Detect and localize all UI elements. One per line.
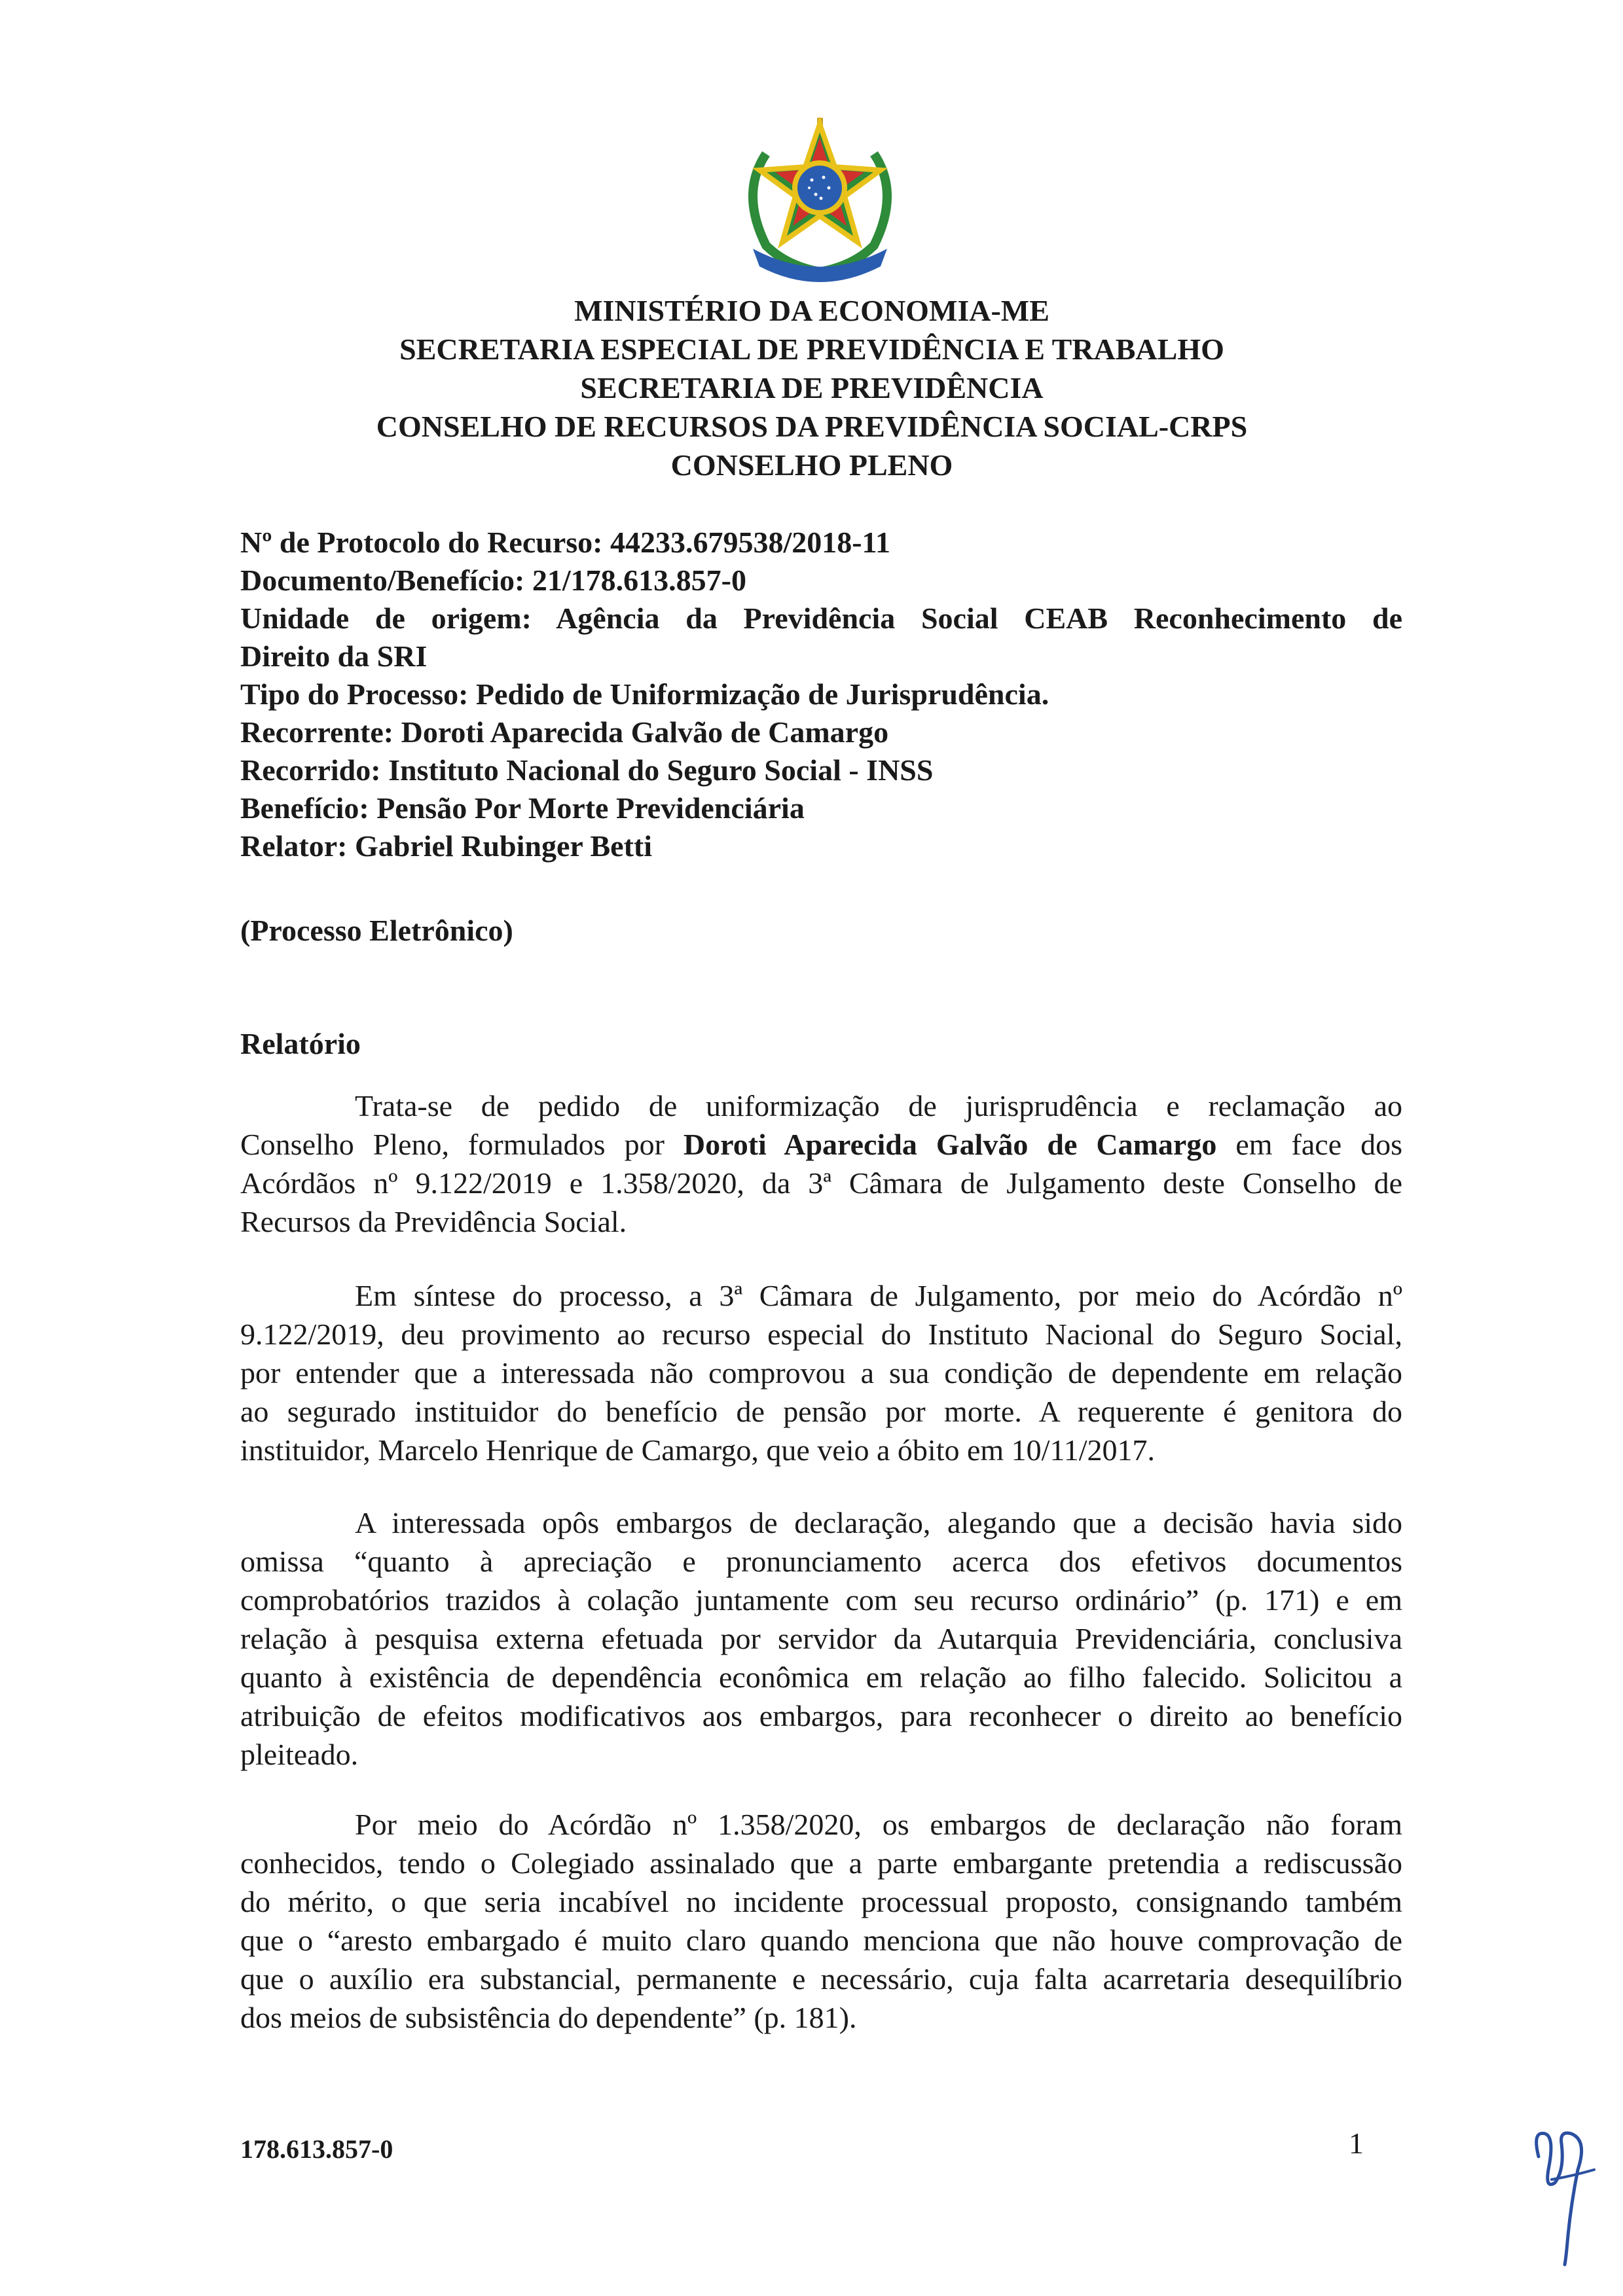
paragraph-line: que o auxílio era substancial, permanente e necessário, cuja falta acarretaria desequilíbrio bbox=[240, 1962, 1402, 1996]
origin-unit-continued: Direito da SRI bbox=[240, 639, 428, 673]
header-line: MINISTÉRIO DA ECONOMIA-ME bbox=[574, 294, 1049, 327]
header-line: CONSELHO PLENO bbox=[670, 448, 953, 482]
paragraph-3 bbox=[240, 1503, 1402, 1774]
text-span: Conselho Pleno, formulados por bbox=[240, 1128, 665, 1161]
header-line: CONSELHO DE RECURSOS DA PREVIDÊNCIA SOCIAL-CRPS bbox=[376, 410, 1248, 443]
paragraph-1 bbox=[240, 1086, 1402, 1241]
process-metadata bbox=[240, 524, 1402, 865]
paragraph-line: instituidor, Marcelo Henrique de Camargo, que veio a óbito em 10/11/2017. bbox=[240, 1433, 1156, 1467]
paragraph-line: 9.122/2019, deu provimento ao recurso especial do Instituto Nacional do Seguro Social, bbox=[240, 1318, 1402, 1351]
paragraph-4 bbox=[240, 1805, 1402, 2037]
paragraph-line: quanto à existência de dependência econômica em relação ao filho falecido. Solicitou a bbox=[240, 1660, 1402, 1694]
process-type: Tipo do Processo: Pedido de Uniformização de Jurisprudência. bbox=[240, 677, 1049, 711]
origin-unit: Unidade de origem: Agência da Previdência Social CEAB Reconhecimento de bbox=[240, 601, 1402, 635]
paragraph-line: A interessada opôs embargos de declaração, alegando que a decisão havia sido bbox=[355, 1506, 1402, 1539]
paragraph-line bbox=[240, 1125, 1402, 1164]
paragraph-line: ao segurado instituidor do benefício de pensão por morte. A requerente é genitora do bbox=[240, 1395, 1402, 1428]
appellant: Recorrente: Doroti Aparecida Galvão de Camargo bbox=[240, 715, 889, 749]
appellee: Recorrido: Instituto Nacional do Seguro Social - INSS bbox=[240, 753, 934, 787]
paragraph-line: pleiteado. bbox=[240, 1738, 359, 1771]
paragraph-line: Trata-se de pedido de uniformização de jurisprudência e reclamação ao bbox=[355, 1089, 1402, 1122]
benefit: Benefício: Pensão Por Morte Previdenciária bbox=[240, 791, 805, 825]
electronic-process-note: (Processo Eletrônico) bbox=[240, 914, 513, 947]
page-number: 1 bbox=[1349, 2126, 1364, 2160]
paragraph-line: Recursos da Previdência Social. bbox=[240, 1205, 627, 1238]
paragraph-line: que o “aresto embargado é muito claro quando menciona que não houve comprovação de bbox=[240, 1924, 1402, 1957]
rapporteur: Relator: Gabriel Rubinger Betti bbox=[240, 829, 652, 863]
header-line: SECRETARIA ESPECIAL DE PREVIDÊNCIA E TRABALHO bbox=[399, 332, 1224, 366]
paragraph-line: Acórdãos nº 9.122/2019 e 1.358/2020, da 3ª Câmara de Julgamento deste Conselho de bbox=[240, 1166, 1402, 1200]
header-line: SECRETARIA DE PREVIDÊNCIA bbox=[580, 371, 1044, 404]
document-benefit: Documento/Benefício: 21/178.613.857-0 bbox=[240, 564, 746, 597]
footer-benefit-code: 178.613.857-0 bbox=[240, 2134, 393, 2164]
paragraph-line: atribuição de efeitos modificativos aos embargos, para reconhecer o direito ao benefício bbox=[240, 1699, 1402, 1732]
section-title: Relatório bbox=[240, 1027, 361, 1060]
paragraph-line: omissa “quanto à apreciação e pronunciamento acerca dos efetivos documentos bbox=[240, 1545, 1402, 1578]
protocol-number: Nº de Protocolo do Recurso: 44233.679538/2018-11 bbox=[240, 526, 891, 559]
document-header bbox=[196, 291, 1427, 484]
paragraph-2 bbox=[240, 1276, 1402, 1469]
paragraph-line: por entender que a interessada não comprovou a sua condição de dependente em relação bbox=[240, 1356, 1402, 1390]
applicant-name: Doroti Aparecida Galvão de Camargo bbox=[683, 1128, 1217, 1161]
coat-of-arms-icon bbox=[727, 115, 913, 288]
signature-icon bbox=[1525, 2117, 1604, 2274]
paragraph-line: Em síntese do processo, a 3ª Câmara de Julgamento, por meio do Acórdão nº bbox=[355, 1279, 1402, 1312]
paragraph-line: conhecidos, tendo o Colegiado assinalado que a parte embargante pretendia a rediscussão bbox=[240, 1846, 1402, 1880]
paragraph-line: comprobatórios trazidos à colação juntamente com seu recurso ordinário” (p. 171) e em bbox=[240, 1583, 1402, 1617]
paragraph-line: Por meio do Acórdão nº 1.358/2020, os embargos de declaração não foram bbox=[355, 1808, 1402, 1841]
paragraph-line: dos meios de subsistência do dependente” (p. 181). bbox=[240, 2001, 857, 2034]
paragraph-line: do mérito, o que seria incabível no incidente processual proposto, consignando também bbox=[240, 1885, 1402, 1918]
text-span: em face dos bbox=[1235, 1128, 1403, 1161]
paragraph-line: relação à pesquisa externa efetuada por servidor da Autarquia Previdenciária, conclusiva bbox=[240, 1622, 1402, 1655]
